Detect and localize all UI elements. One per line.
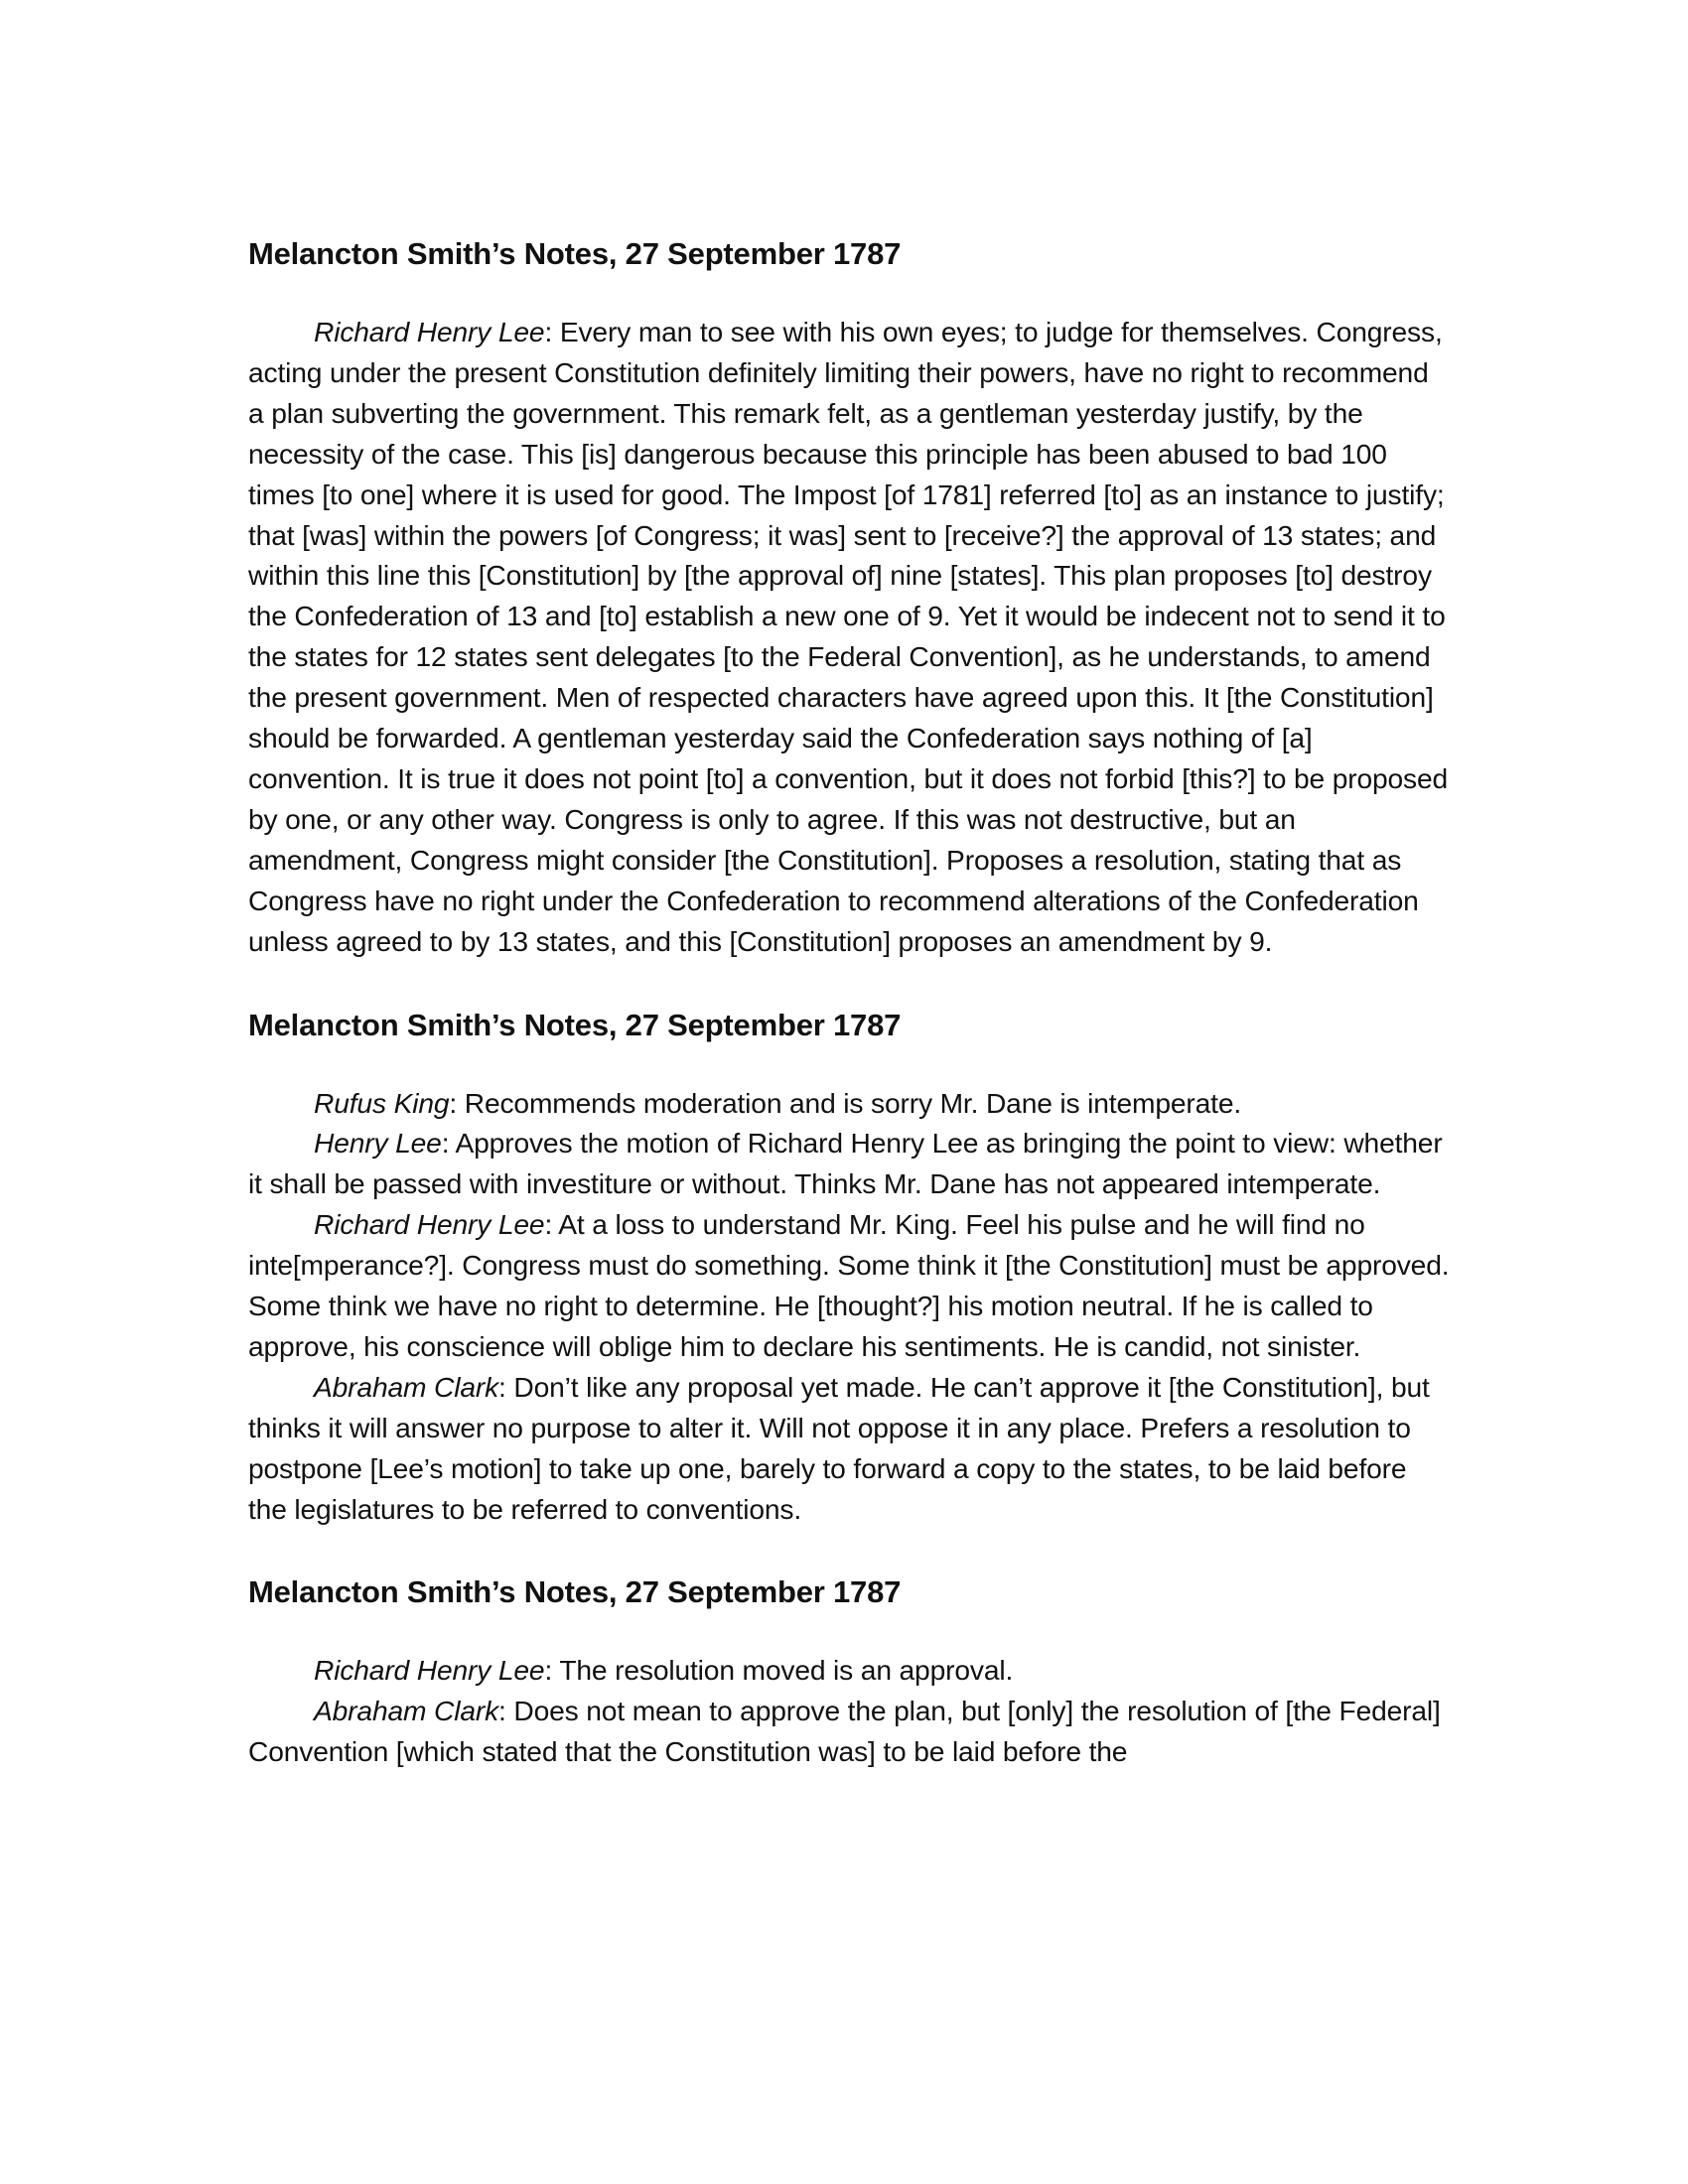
notes-section-3 [248,1572,1450,1772]
notes-section-1 [248,234,1450,962]
document-body [248,234,1450,1816]
speaker-name: Richard Henry Lee [314,1208,545,1241]
speech-paragraph [248,1367,1450,1530]
speech-paragraph [248,1123,1450,1204]
speech-text: : Approves the motion of Richard Henry Lee as bringing the point to view: whether it shall be passed with investiture or without. Thinks Mr. Dane has not appeared intemperate. [248,1127,1443,1200]
speech-paragraph [248,1083,1450,1124]
speaker-name: Abraham Clark [314,1695,499,1727]
speech-paragraph [248,1650,1450,1691]
speech-paragraph [248,1204,1450,1367]
speaker-name: Richard Henry Lee [314,316,545,347]
speaker-name: Abraham Clark [314,1370,499,1403]
section-heading: Melancton Smith’s Notes, 27 September 1787 [248,1007,902,1042]
speech-text: : Don’t like any proposal yet made. He can’t approve it [the Constitution], but thinks it will answer no purpose to alter it. Will not oppose it in any place. Prefers a resolution to postpone [Lee’s motion] to take up one, barely to forward a copy to the states, to be laid before the legislatures to be referred to conventions. [248,1370,1430,1525]
section-heading: Melancton Smith’s Notes, 27 September 1787 [248,236,902,271]
speaker-name: Henry Lee [314,1127,442,1160]
speech-paragraph [248,312,1450,962]
speech-paragraph [248,1691,1450,1772]
section-heading: Melancton Smith’s Notes, 27 September 1787 [248,1574,902,1610]
speaker-name: Rufus King [314,1086,450,1119]
notes-section-2 [248,1006,1450,1530]
speech-text: : The resolution moved is an approval. [544,1654,1014,1687]
speaker-name: Richard Henry Lee [314,1654,545,1687]
speech-text: : At a loss to understand Mr. King. Feel his pulse and he will find no inte[mperance?]. Congress must do something. Some think it [the Constitution] must be approved. Some think we have no right to determine. He [thought?] his motion neutral. If he is called to approve, his conscience will oblige him to declare his sentiments. He is candid, not sinister. [248,1208,1450,1362]
speech-text: : Does not mean to approve the plan, but [only] the resolution of [the Federal] Convention [which stated that the Constitution was] to be laid before the [248,1695,1441,1768]
speech-text: : Every man to see with his own eyes; to judge for themselves. Congress, acting under the present Constitution definitely limiting their powers, have no right to recommend a plan subverting the government. This remark felt, as a gentleman yesterday justify, by the necessity of the case. This [is] dangerous because this principle has been abused to bad 100 times [to one] where it is used for good. The Impost [of 1781] referred [to] as an instance to justify; that [was] within the powers [of Congress; it was] sent to [receive?] the approval of 13 states; and within this line this [Constitution] by [the approval of] nine [states]. This plan proposes [to] destroy the Confederation of 13 and [to] establish a new one of 9. Yet it would be indecent not to send it to the states for 12 states sent delegates [to the Federal Convention], as he understands, to amend the present government. Men of respected characters have agreed upon this. It [the Constitution] should be forwarded. A gentleman yesterday said the Confederation says nothing of [a] convention. It is true it does not point [to] a convention, but it does not forbid [this?] to be proposed by one, or any other way. Congress is only to agree. If this was not destructive, but an amendment, Congress might consider [the Constitution]. Proposes a resolution, stating that as Congress have no right under the Confederation to recommend alterations of the Confederation unless agreed to by 13 states, and this [Constitution] proposes an amendment by 9. [248,316,1449,957]
speech-text: : Recommends moderation and is sorry Mr. Dane is intemperate. [449,1086,1242,1119]
